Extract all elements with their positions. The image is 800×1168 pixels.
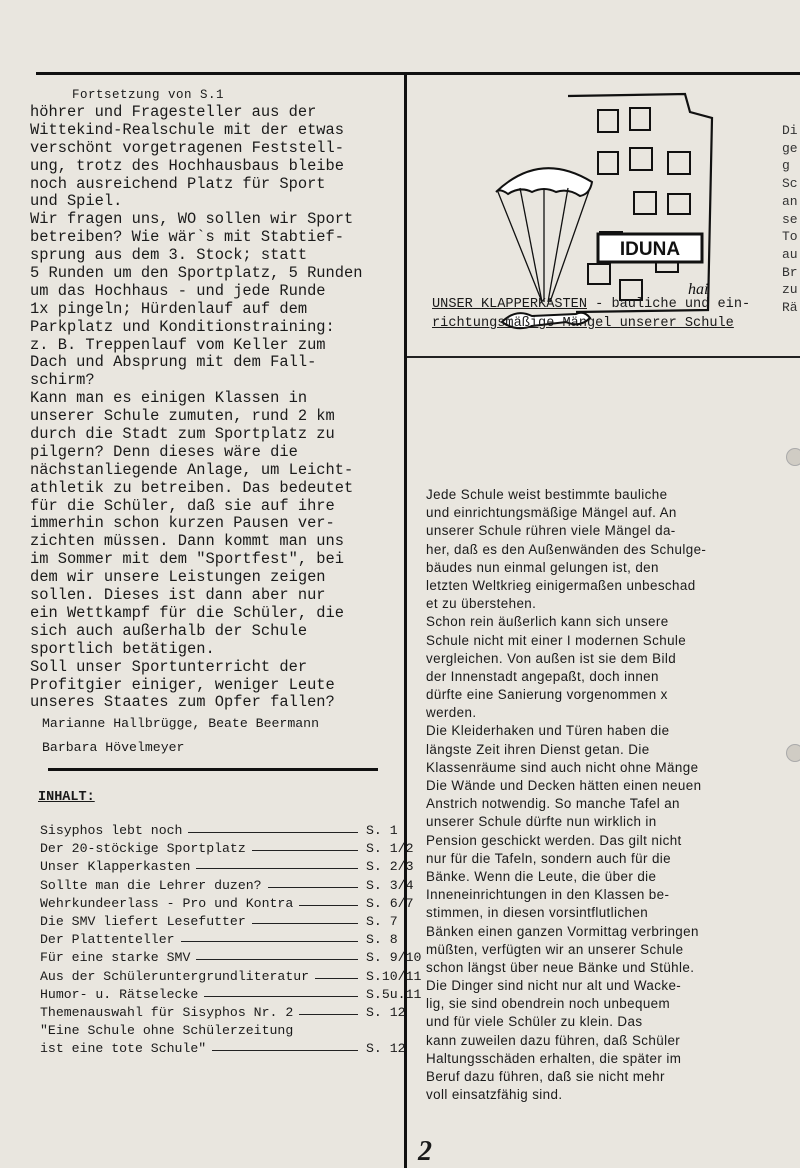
text-line: kann zuweilen dazu führen, daß Schüler [426,1032,681,1048]
fragment-text: To [782,229,798,245]
text-line: verschönt vorgetragenen Feststell- [30,138,345,157]
text-line: Pension geschickt werden. Das gilt nicht [426,832,682,848]
toc-entry-title: Wehrkundeerlass - Pro und Kontra [40,895,294,911]
toc-heading: INHALT: [38,790,95,805]
text-line: unseres Staates zum Opfer fallen? [30,693,335,712]
text-line: nächstanliegende Anlage, um Leicht- [30,460,354,479]
text-line: zichten müssen. Dann kommt man uns [30,532,345,551]
toc-leader-line [252,923,358,924]
text-line: Kann man es einigen Klassen in [30,389,308,408]
text-line: nur für die Tafeln, sondern auch für die [426,850,672,866]
text-line: Beruf dazu führen, daß sie nicht mehr [426,1069,665,1084]
text-line: Bänke. Wenn die Leute, die über die [426,868,657,884]
fragment-text: ge [782,140,798,156]
toc-entry-page: S.5u.11 [366,986,422,1002]
text-line: dürfte eine Sanierung vorgenommen x [426,687,668,703]
text-line: Jede Schule weist bestimmte bauliche [426,487,668,502]
continuation-note: Fortsetzung von S.1 [72,88,225,102]
toc-entry-title: Sisyphos lebt noch [40,823,183,838]
text-line: unserer Schule dürfte nun wirklich in [426,814,657,830]
text-line: lig, sie sind obendrein noch unbequem [426,996,671,1012]
toc-entry-page: S. 1 [366,823,398,838]
text-line: athletik zu betreiben. Das bedeutet [30,478,354,497]
text-line: letzten Weltkrieg einigermaßen unbeschad [426,577,696,593]
text-line: vergleichen. Von außen ist sie dem Bild [426,650,677,666]
text-line: Wir fragen uns, WO sollen wir Sport [30,210,354,229]
toc-entry [38,949,423,967]
table-of-contents [38,822,423,1058]
text-line: Klassenräume sind auch nicht ohne Mänge [426,759,699,775]
toc-leader-line [196,959,358,960]
text-line: Die Kleiderhaken und Türen haben die [426,723,670,739]
toc-entry-page: S. 1/2 [366,841,414,857]
text-line: und für viele Schüler zu klein. Das [426,1014,643,1030]
punch-hole [786,448,800,466]
text-line: für die Schüler, daß sie auf ihre [30,496,335,515]
fragment-text: Br [782,264,798,280]
text-line: im Sommer mit dem "Sportfest", bei [30,550,345,569]
page-number: 2 [418,1136,432,1167]
text-line: sollen. Dieses ist dann aber nur [30,586,326,605]
text-line: noch ausreichend Platz für Sport [30,174,326,193]
text-line: längste Zeit ihren Dienst getan. Die [426,741,650,757]
text-line: et zu überstehen. [426,596,537,612]
top-rule [36,72,800,75]
toc-entry-title: Humor- u. Rätselecke [40,986,199,1002]
toc-leader-line [212,1050,358,1051]
text-line: betreiben? Wie wär`s mit Stabtief- [30,228,345,247]
toc-entry-page: S. 9/10 [366,950,422,966]
toc-entry-title: Aus der Schüleruntergrundliteratur [40,968,310,984]
text-line: Soll unser Sportunterricht der [30,657,308,676]
text-line: um das Hochhaus - und jede Runde [30,281,326,300]
text-line: Wittekind-Realschule mit der etwas [30,120,345,139]
text-line: her, daß es den Außenwänden des Schulge- [426,541,707,557]
illustrator-signature: hai [688,281,709,298]
klapperkasten-article-text [426,486,786,1104]
text-line: Schon rein äußerlich kann sich unsere [426,614,669,630]
article-heading [432,295,777,333]
toc-leader-line [181,941,358,942]
article-subtitle-2: richtungsmäßige Mängel unserer Schule [432,316,734,331]
text-line: z. B. Treppenlauf vom Keller zum [30,335,326,354]
toc-leader-line [196,868,358,869]
toc-entry [38,1022,423,1040]
text-line: der Innenstadt angepaßt, doch innen [426,668,659,684]
text-line: schon längst über neue Bänke und Stühle. [426,959,695,975]
text-line: stimmen, in diesen vorsintflutlichen [426,905,649,921]
text-line: Die Dinger sind nicht nur alt und Wacke- [426,978,682,994]
toc-entry-title: Für eine starke SMV [40,950,191,966]
authors-line-2: Barbara Hövelmeyer [42,740,185,755]
toc-entry [38,931,423,949]
text-line: schirm? [30,371,95,390]
toc-entry [38,858,423,876]
text-line: Bänken einen ganzen Vormittag verbringen [426,923,699,939]
toc-leader-line [204,996,358,997]
section-end-rule [48,768,378,771]
toc-entry [38,822,423,840]
toc-entry [38,840,423,858]
iduna-sign-text: IDUNA [619,239,681,260]
fragment-text: g [782,158,790,174]
text-line: 1x pingeln; Hürdenlauf auf dem [30,299,308,318]
article-subtitle-1: - bauliche und ein- [587,297,751,312]
text-line: sportlich betätigen. [30,639,215,658]
toc-entry-title: Der Plattenteller [40,932,175,948]
sport-article-text [30,104,405,712]
article-title: UNSER KLAPPERKASTEN [432,297,587,312]
toc-entry-title: ist eine tote Schule" [40,1041,207,1057]
text-line: durch die Stadt zum Sportplatz zu [30,425,335,444]
toc-leader-line [188,832,358,833]
text-line: Parkplatz und Konditionstraining: [30,317,335,336]
toc-entry [38,913,423,931]
text-line: müßten, verfügten wir an unserer Schule [426,941,684,957]
text-line: Profitgier einiger, weniger Leute [30,675,335,694]
fragment-text: an [782,193,798,209]
toc-entry-title: Themenauswahl für Sisyphos Nr. 2 [40,1004,294,1020]
toc-leader-line [299,1014,358,1015]
text-line: werden. [426,705,477,721]
text-line: Anstrich notwendig. So manche Tafel an [426,796,680,812]
text-line: bäudes nun einmal gelungen ist, den [426,559,659,575]
toc-entry [38,1040,423,1058]
adjacent-page-fragment [782,122,800,317]
punch-hole [786,744,800,762]
text-line: immerhin schon kurzen Pausen ver- [30,514,335,533]
fragment-text: Sc [782,176,798,192]
toc-entry [38,1004,423,1022]
toc-entry-page: S. 12 [366,1004,406,1020]
text-line: ung, trotz des Hochhausbaus bleibe [30,156,345,175]
authors-line-1: Marianne Hallbrügge, Beate Beermann [42,716,319,731]
toc-entry-title: Sollte man die Lehrer duzen? [40,877,262,893]
text-line: ein Wettkampf für die Schüler, die [30,603,345,622]
toc-entry-page: S. 12 [366,1041,406,1057]
toc-entry-page: S. 3/4 [366,877,414,893]
toc-entry-title: Der 20-stöckige Sportplatz [40,841,246,857]
toc-entry-title: Die SMV liefert Lesefutter [40,913,246,929]
toc-leader-line [315,978,358,979]
text-line: sich auch außerhalb der Schule [30,621,308,640]
text-line: voll einsatzfähig sind. [426,1087,563,1103]
toc-entry-page: S. 7 [366,913,398,929]
toc-leader-line [268,887,358,888]
text-line: 5 Runden um den Sportplatz, 5 Runden [30,264,363,283]
text-line: pilgern? Denn dieses wäre die [30,442,298,461]
fragment-text: se [782,211,798,227]
fragment-text: Rä [782,300,798,316]
toc-entry [38,986,423,1004]
text-line: Dach und Absprung mit dem Fall- [30,353,317,372]
toc-entry [38,877,423,895]
fragment-text: Di [782,123,798,138]
toc-entry-title: Unser Klapperkasten [40,859,191,875]
text-line: unserer Schule rühren viele Mängel da- [426,523,676,539]
text-line: Inneneinrichtungen in den Klassen be- [426,887,670,903]
text-line: und einrichtungsmäßige Mängel auf. An [426,505,677,521]
toc-leader-line [299,905,358,906]
text-line: Die Wände und Decken hätten einen neuen [426,778,702,793]
text-line: Schule nicht mit einer I modernen Schule [426,632,687,648]
toc-leader-line [252,850,358,851]
fragment-text: zu [782,282,798,298]
text-line: sprung aus dem 3. Stock; statt [30,246,308,265]
text-line: Haltungsschäden erhalten, die später im [426,1050,682,1066]
toc-entry-page: S. 6/7 [366,895,414,911]
text-line: höhrer und Fragesteller aus der [30,103,317,121]
fragment-text: au [782,246,798,262]
toc-entry [38,968,423,986]
toc-entry-page: S.10/11 [366,968,422,984]
toc-entry [38,895,423,913]
text-line: dem wir unsere Leistungen zeigen [30,568,326,587]
text-line: und Spiel. [30,192,123,211]
toc-entry-title: "Eine Schule ohne Schülerzeitung [40,1023,294,1039]
article-authors [42,712,319,760]
toc-entry-page: S. 8 [366,932,398,948]
text-line: unserer Schule zumuten, rund 2 km [30,407,335,426]
right-section-divider [407,356,800,358]
toc-entry-page: S. 2/3 [366,859,414,875]
